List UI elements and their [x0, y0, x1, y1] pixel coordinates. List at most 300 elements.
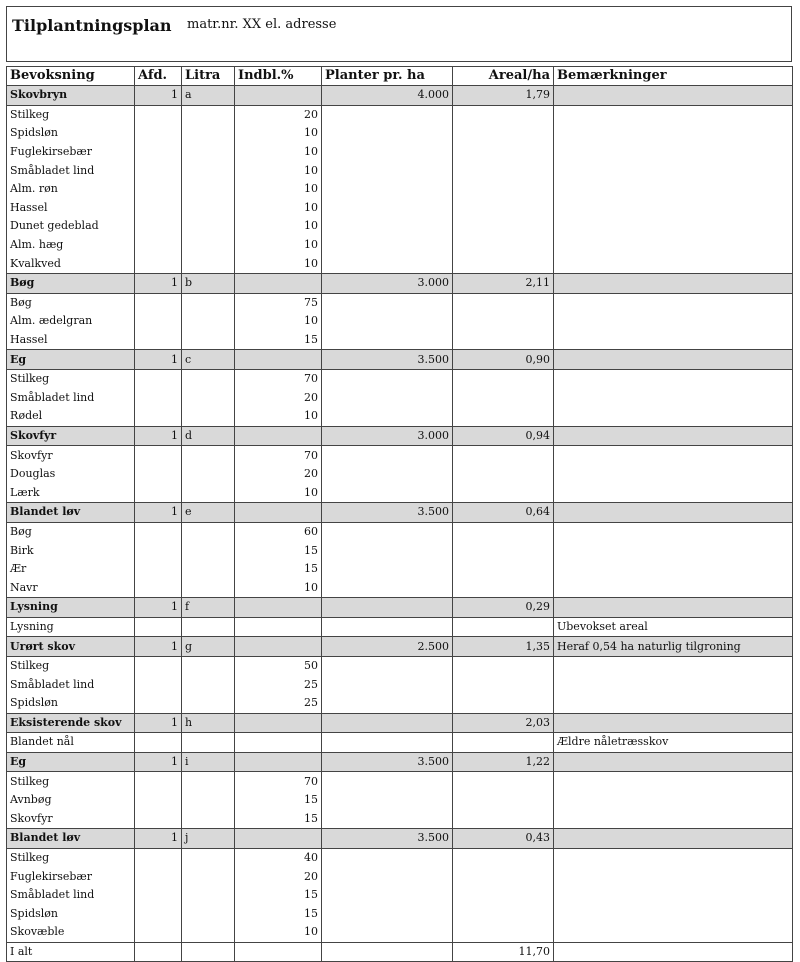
litra-letter [182, 483, 235, 502]
litra-letter [182, 772, 235, 791]
plants-per-ha [322, 772, 453, 791]
department-number [135, 772, 182, 791]
plants-per-ha [322, 617, 453, 637]
species-row [7, 331, 793, 350]
species-name: Bøg [7, 522, 135, 541]
species-row [7, 578, 793, 597]
department-number [135, 369, 182, 388]
remark [554, 426, 793, 446]
plants-per-ha: 3.500 [322, 829, 453, 849]
species-row [7, 369, 793, 388]
mix-percentage: 10 [235, 124, 322, 143]
litra-letter: b [182, 273, 235, 293]
total-areal: 11,70 [453, 942, 554, 962]
remark [554, 180, 793, 199]
litra-letter [182, 791, 235, 810]
species-row [7, 236, 793, 255]
species-name: Dunet gedeblad [7, 217, 135, 236]
remark [554, 867, 793, 886]
stand-group-row [7, 829, 793, 849]
area-ha: 0,43 [453, 829, 554, 849]
area-ha [453, 675, 554, 694]
planting-plan-sheet [6, 6, 792, 959]
mix-percentage: 25 [235, 675, 322, 694]
mix-percentage: 10 [235, 180, 322, 199]
stand-name: Eg [7, 350, 135, 370]
area-ha [453, 733, 554, 753]
litra-letter: a [182, 86, 235, 106]
plants-per-ha [322, 407, 453, 426]
department-number [135, 578, 182, 597]
area-ha [453, 810, 554, 829]
plants-per-ha [322, 446, 453, 465]
mix-percentage [235, 617, 322, 637]
remark [554, 273, 793, 293]
litra-letter [182, 236, 235, 255]
department-number [135, 810, 182, 829]
plants-per-ha: 3.000 [322, 426, 453, 446]
remark [554, 752, 793, 772]
area-ha [453, 656, 554, 675]
mix-percentage [235, 733, 322, 753]
species-row [7, 848, 793, 867]
plants-per-ha [322, 389, 453, 408]
plants-per-ha: 3.500 [322, 350, 453, 370]
mix-percentage [235, 829, 322, 849]
mix-percentage: 10 [235, 254, 322, 273]
species-row [7, 694, 793, 713]
litra-letter [182, 124, 235, 143]
plants-per-ha [322, 465, 453, 484]
species-name: Stilkeg [7, 656, 135, 675]
area-ha [453, 389, 554, 408]
department-number [135, 331, 182, 350]
department-number [135, 522, 182, 541]
species-row [7, 124, 793, 143]
area-ha: 0,94 [453, 426, 554, 446]
department-number [135, 199, 182, 218]
remark [554, 923, 793, 942]
column-header-areal: Areal/ha [453, 67, 554, 86]
remark [554, 389, 793, 408]
remark [554, 369, 793, 388]
species-name: Småbladet lind [7, 389, 135, 408]
column-header-afd: Afd. [135, 67, 182, 86]
species-name: Spidsløn [7, 905, 135, 924]
species-row [7, 772, 793, 791]
department-number [135, 694, 182, 713]
area-ha [453, 483, 554, 502]
remark [554, 905, 793, 924]
species-name: Småbladet lind [7, 675, 135, 694]
remark [554, 578, 793, 597]
plants-per-ha [322, 369, 453, 388]
litra-letter [182, 293, 235, 312]
litra-letter: d [182, 426, 235, 446]
stand-group-row [7, 86, 793, 106]
mix-percentage: 10 [235, 312, 322, 331]
litra-letter: g [182, 637, 235, 657]
remark [554, 675, 793, 694]
plants-per-ha [322, 848, 453, 867]
area-ha [453, 541, 554, 560]
mix-percentage: 15 [235, 560, 322, 579]
species-name: Lærk [7, 483, 135, 502]
department-number [135, 180, 182, 199]
mix-percentage: 10 [235, 143, 322, 162]
plants-per-ha [322, 791, 453, 810]
species-row [7, 656, 793, 675]
plants-per-ha [322, 217, 453, 236]
mix-percentage: 10 [235, 483, 322, 502]
litra-letter [182, 733, 235, 753]
remark [554, 886, 793, 905]
department-number [135, 791, 182, 810]
species-name: Alm. røn [7, 180, 135, 199]
plants-per-ha [322, 541, 453, 560]
remark [554, 331, 793, 350]
species-row [7, 389, 793, 408]
stand-name: Eg [7, 752, 135, 772]
remark [554, 105, 793, 124]
plants-per-ha [322, 293, 453, 312]
plants-per-ha [322, 867, 453, 886]
column-header-bevoksning: Bevoksning [7, 67, 135, 86]
litra-letter [182, 675, 235, 694]
species-name: Småbladet lind [7, 886, 135, 905]
plants-per-ha [322, 236, 453, 255]
department-number: 1 [135, 426, 182, 446]
species-name: Hassel [7, 331, 135, 350]
cell-note [554, 942, 793, 962]
stand-group-row [7, 350, 793, 370]
litra-letter [182, 578, 235, 597]
species-row [7, 312, 793, 331]
department-number [135, 541, 182, 560]
area-ha [453, 407, 554, 426]
title-box [6, 6, 792, 62]
species-row [7, 733, 793, 753]
department-number: 1 [135, 503, 182, 523]
mix-percentage: 40 [235, 848, 322, 867]
plants-per-ha: 3.000 [322, 273, 453, 293]
litra-letter [182, 867, 235, 886]
area-ha [453, 161, 554, 180]
remark [554, 829, 793, 849]
species-name: Fuglekirsebær [7, 143, 135, 162]
area-ha [453, 791, 554, 810]
stand-name: Eksisterende skov [7, 713, 135, 733]
species-name: Stilkeg [7, 105, 135, 124]
litra-letter: f [182, 598, 235, 618]
species-name: Stilkeg [7, 369, 135, 388]
mix-percentage [235, 503, 322, 523]
cell-planter [322, 942, 453, 962]
area-ha [453, 143, 554, 162]
litra-letter [182, 180, 235, 199]
species-name: Birk [7, 541, 135, 560]
column-header-litra: Litra [182, 67, 235, 86]
area-ha [453, 886, 554, 905]
stand-name: Blandet løv [7, 503, 135, 523]
species-row [7, 791, 793, 810]
plants-per-ha [322, 713, 453, 733]
remark [554, 598, 793, 618]
plants-per-ha [322, 675, 453, 694]
litra-letter [182, 331, 235, 350]
litra-letter [182, 143, 235, 162]
species-row [7, 446, 793, 465]
area-ha [453, 124, 554, 143]
area-ha: 1,35 [453, 637, 554, 657]
remark [554, 483, 793, 502]
mix-percentage: 15 [235, 886, 322, 905]
species-row [7, 407, 793, 426]
plants-per-ha [322, 124, 453, 143]
remark [554, 656, 793, 675]
department-number [135, 905, 182, 924]
total-label: I alt [7, 942, 135, 962]
mix-percentage: 15 [235, 331, 322, 350]
area-ha: 1,22 [453, 752, 554, 772]
department-number [135, 446, 182, 465]
table-body [7, 86, 793, 943]
area-ha [453, 617, 554, 637]
litra-letter [182, 254, 235, 273]
area-ha [453, 199, 554, 218]
litra-letter [182, 199, 235, 218]
stand-name: Skovbryn [7, 86, 135, 106]
species-name: Småbladet lind [7, 161, 135, 180]
litra-letter [182, 217, 235, 236]
area-ha [453, 522, 554, 541]
plants-per-ha [322, 886, 453, 905]
remark [554, 350, 793, 370]
plants-per-ha [322, 598, 453, 618]
plants-per-ha [322, 522, 453, 541]
department-number [135, 675, 182, 694]
species-name: Rødel [7, 407, 135, 426]
department-number: 1 [135, 273, 182, 293]
litra-letter [182, 446, 235, 465]
plants-per-ha [322, 733, 453, 753]
plants-per-ha: 2.500 [322, 637, 453, 657]
species-row [7, 465, 793, 484]
species-name: Stilkeg [7, 772, 135, 791]
area-ha [453, 236, 554, 255]
department-number: 1 [135, 713, 182, 733]
area-ha [453, 560, 554, 579]
species-row [7, 675, 793, 694]
remark [554, 199, 793, 218]
mix-percentage: 75 [235, 293, 322, 312]
litra-letter [182, 905, 235, 924]
remark [554, 503, 793, 523]
plants-per-ha: 3.500 [322, 503, 453, 523]
litra-letter [182, 389, 235, 408]
mix-percentage: 60 [235, 522, 322, 541]
mix-percentage [235, 273, 322, 293]
department-number [135, 848, 182, 867]
species-row [7, 522, 793, 541]
litra-letter [182, 886, 235, 905]
department-number: 1 [135, 829, 182, 849]
litra-letter [182, 617, 235, 637]
mix-percentage: 10 [235, 236, 322, 255]
planting-table [6, 66, 793, 962]
species-row [7, 105, 793, 124]
department-number [135, 560, 182, 579]
department-number [135, 105, 182, 124]
department-number [135, 143, 182, 162]
plants-per-ha: 4.000 [322, 86, 453, 106]
remark [554, 407, 793, 426]
remark [554, 810, 793, 829]
mix-percentage [235, 86, 322, 106]
department-number [135, 867, 182, 886]
area-ha: 2,03 [453, 713, 554, 733]
department-number [135, 124, 182, 143]
mix-percentage: 70 [235, 772, 322, 791]
species-row [7, 217, 793, 236]
department-number [135, 254, 182, 273]
mix-percentage: 10 [235, 161, 322, 180]
plants-per-ha [322, 905, 453, 924]
department-number [135, 656, 182, 675]
species-name: Alm. ædelgran [7, 312, 135, 331]
area-ha [453, 180, 554, 199]
total-row [7, 942, 793, 962]
area-ha: 2,11 [453, 273, 554, 293]
column-header-indbl: Indbl.% [235, 67, 322, 86]
plants-per-ha [322, 923, 453, 942]
species-name: Bøg [7, 293, 135, 312]
mix-percentage [235, 713, 322, 733]
table-header-row [7, 67, 793, 86]
area-ha [453, 905, 554, 924]
species-row [7, 483, 793, 502]
remark [554, 161, 793, 180]
litra-letter [182, 848, 235, 867]
area-ha: 0,90 [453, 350, 554, 370]
remark: Ældre nåletræsskov [554, 733, 793, 753]
remark [554, 522, 793, 541]
mix-percentage: 10 [235, 199, 322, 218]
stand-name: Urørt skov [7, 637, 135, 657]
remark [554, 143, 793, 162]
area-ha [453, 867, 554, 886]
plants-per-ha [322, 483, 453, 502]
plants-per-ha [322, 143, 453, 162]
column-header-bemaerkninger: Bemærkninger [554, 67, 793, 86]
species-name: Spidsløn [7, 124, 135, 143]
mix-percentage: 10 [235, 217, 322, 236]
area-ha [453, 293, 554, 312]
plants-per-ha [322, 161, 453, 180]
litra-letter [182, 522, 235, 541]
plants-per-ha [322, 312, 453, 331]
species-name: Douglas [7, 465, 135, 484]
department-number: 1 [135, 350, 182, 370]
plants-per-ha: 3.500 [322, 752, 453, 772]
mix-percentage [235, 637, 322, 657]
species-row [7, 161, 793, 180]
litra-letter [182, 694, 235, 713]
area-ha [453, 465, 554, 484]
department-number [135, 236, 182, 255]
mix-percentage: 70 [235, 369, 322, 388]
species-name: Ær [7, 560, 135, 579]
plants-per-ha [322, 331, 453, 350]
department-number [135, 389, 182, 408]
plants-per-ha [322, 254, 453, 273]
remark [554, 848, 793, 867]
species-name: Skovfyr [7, 810, 135, 829]
remark [554, 541, 793, 560]
species-name: Hassel [7, 199, 135, 218]
remark [554, 791, 793, 810]
plants-per-ha [322, 656, 453, 675]
remark [554, 293, 793, 312]
plants-per-ha [322, 105, 453, 124]
remark [554, 86, 793, 106]
remark [554, 217, 793, 236]
mix-percentage: 15 [235, 810, 322, 829]
remark [554, 560, 793, 579]
litra-letter [182, 465, 235, 484]
department-number [135, 483, 182, 502]
area-ha [453, 848, 554, 867]
mix-percentage: 20 [235, 389, 322, 408]
species-row [7, 541, 793, 560]
stand-name: Lysning [7, 598, 135, 618]
litra-letter: j [182, 829, 235, 849]
mix-percentage: 10 [235, 407, 322, 426]
cell-litra [182, 942, 235, 962]
litra-letter [182, 407, 235, 426]
department-number: 1 [135, 637, 182, 657]
department-number [135, 886, 182, 905]
area-ha: 0,64 [453, 503, 554, 523]
area-ha [453, 217, 554, 236]
species-name: Skovæble [7, 923, 135, 942]
species-row [7, 199, 793, 218]
plants-per-ha [322, 694, 453, 713]
remark [554, 465, 793, 484]
cell-pct [235, 942, 322, 962]
department-number [135, 293, 182, 312]
mix-percentage: 15 [235, 791, 322, 810]
remark [554, 312, 793, 331]
stand-name: Skovfyr [7, 426, 135, 446]
area-ha [453, 369, 554, 388]
remark [554, 254, 793, 273]
litra-letter [182, 312, 235, 331]
area-ha [453, 578, 554, 597]
litra-letter: i [182, 752, 235, 772]
stand-name: Bøg [7, 273, 135, 293]
mix-percentage: 50 [235, 656, 322, 675]
litra-letter: e [182, 503, 235, 523]
area-ha [453, 105, 554, 124]
litra-letter [182, 656, 235, 675]
species-row [7, 923, 793, 942]
mix-percentage: 20 [235, 465, 322, 484]
mix-percentage [235, 752, 322, 772]
department-number [135, 465, 182, 484]
page-title: Tilplantningsplan [12, 16, 172, 35]
department-number [135, 617, 182, 637]
